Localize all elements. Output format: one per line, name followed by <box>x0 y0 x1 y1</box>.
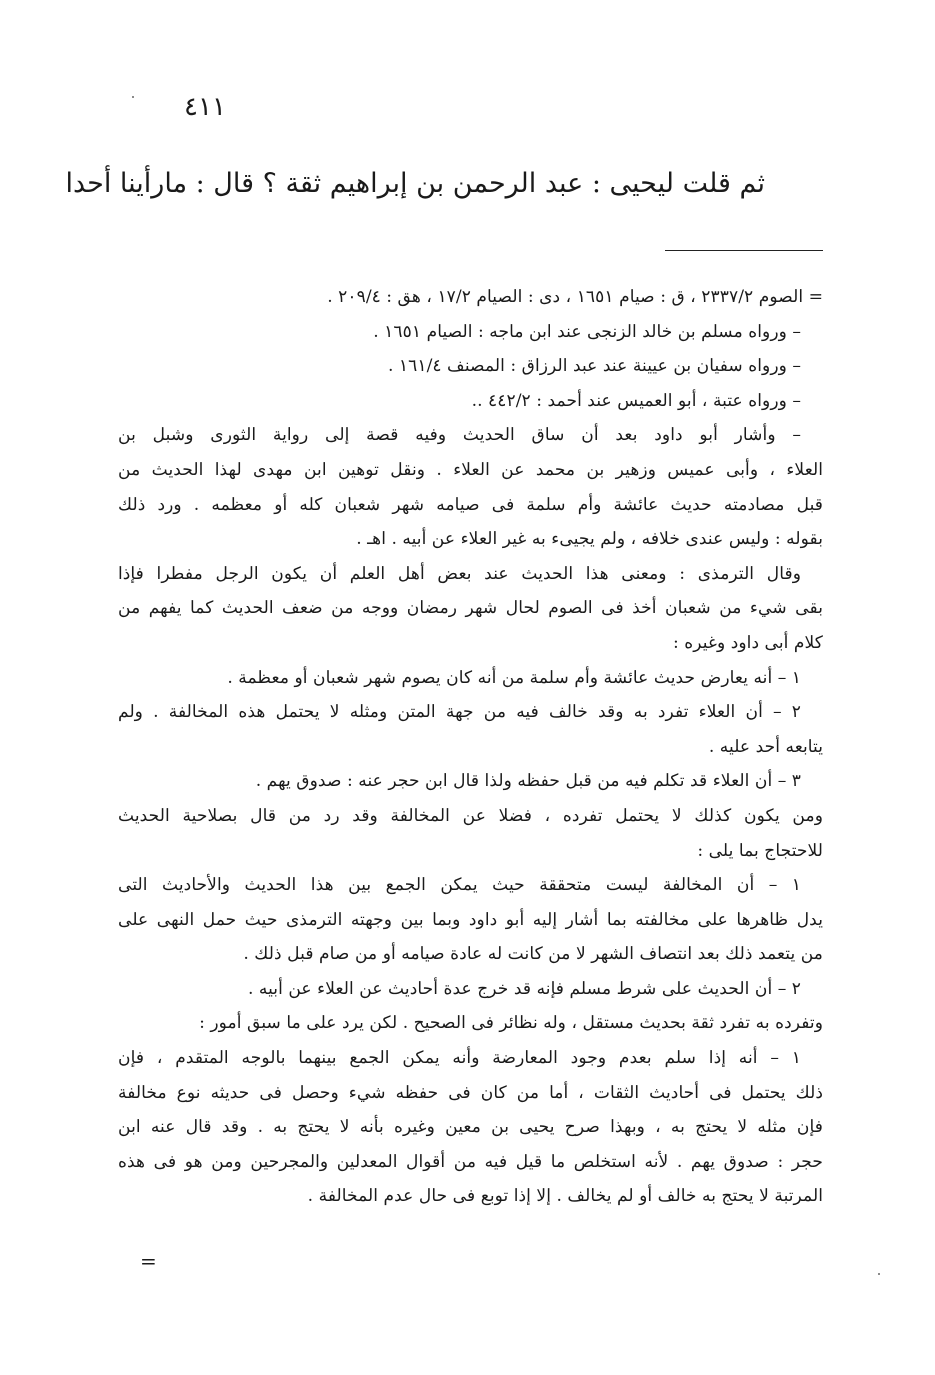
footnote-line: بقوله : وليس عندى خلافه ، ولم يجيىء به غير العلاء عن أبيه . اهـ . <box>356 529 823 550</box>
footnote-line: ١ – أنه يعارض حديث عائشة وأم سلمة من أنه كان يصوم شهر شعبان أو معظمة . <box>227 667 801 688</box>
footnote-line: حجر : صدوق يهم . لأنه استخلص ما قيل فيه من أقوال المعدلين والمجرحين ومن هو فى هذه <box>118 1151 823 1172</box>
footnote-line: – وأشار أبو داود بعد أن ساق الحديث وفيه قصة إلى رواية الثورى وشبل بن <box>118 425 801 446</box>
footnote-line: ٢ – أن العلاء تفرد به وقد خالف فيه من جهة المتن ومثله لا يحتمل هذه المخالفة . ولم <box>118 702 801 723</box>
continuation-mark: = <box>140 1249 157 1273</box>
footnote-line: من يتعمد ذلك بعد انتصاف الشهر لا من كانت له عادة صيامه أو من صام قبل ذلك . <box>243 944 823 965</box>
footnote-line: = الصوم ٢٣٣٧/٢ ، ق : صيام ١٦٥١ ، دى : الصيام ١٧/٢ ، هق : ٢٠٩/٤ . <box>327 287 823 307</box>
scan-speck <box>878 1273 880 1275</box>
footnote-separator <box>665 250 823 251</box>
page-number: ٤١١ <box>184 92 226 122</box>
footnote-line: يدل ظاهرها على مخالفته بما أشار إليه أبو داود وبما بين وجهته الترمذى حيث حمل النهى على <box>118 909 823 930</box>
footnote-line: ٣ – أن العلاء قد تكلم فيه من قبل حفظه ولذا قال ابن حجر عنه : صدوق يهم . <box>255 771 801 792</box>
footnote-line: المرتبة لا يحتج به خالف أو لم يخالف . إلا إذا توبع فى حال عدم المخالفة . <box>307 1186 823 1207</box>
footnote-line: قبل مصادمته حديث عائشة وأم سلمة فى صيامه شهر شعبان كله أو معظمه . ورد ذلك <box>118 494 823 515</box>
footnote-line: يتابعه أحد عليه . <box>708 736 823 757</box>
footnote-line: فإن مثله لا يحتج به ، وبهذا صرح يحيى بن معين وغيره بأنه لا يحتج به . وقد قال عنه ابن <box>118 1117 823 1138</box>
footnote-line: – ورواه مسلم بن خالد الزنجى عند ابن ماجه : الصيام ١٦٥١ . <box>373 321 801 342</box>
footnote-line: – ورواه سفيان بن عيينة عند عبد الرزاق : المصنف ١٦١/٤ . <box>387 356 801 377</box>
footnote-line: ١ – أن المخالفة ليست متحققة حيث يمكن الجمع بين هذا الحديث والأحاديث التى <box>118 875 801 896</box>
footnote-line: للاحتجاج بما يلى : <box>697 840 823 861</box>
footnote-line: وقال الترمذى : ومعنى هذا الحديث عند بعض أهل العلم أن يكون الرجل مفطرا فإذا <box>118 563 801 584</box>
footnote-line: ومن يكون كذلك لا يحتمل تفرده ، فضلا عن المخالفة وقد رد من قال بصلاحية الحديث <box>118 805 823 826</box>
footnote-line: كلام أبى داود وغيره : <box>673 632 823 653</box>
footnote-line: ١ – أنه إذا سلم بعدم وجود المعارضة وأنه يمكن الجمع بينهما بالوجه المتقدم ، فإن <box>118 1048 801 1069</box>
footnote-line: بقى شيء من شعبان أخذ فى الصوم لحال شهر رمضان ووجه من ضعف الحديث كما يفهم من <box>118 598 823 619</box>
footnote-line: ذلك يحتمل فى أحاديث الثقات ، أما من كان فى حفظه شيء وحصل فى حديثه نوع مخالفة <box>118 1082 823 1103</box>
footnotes-block <box>118 280 823 1214</box>
footnote-line: – ورواه عتبة ، أبو العميس عند أحمد : ٤٤٢/٢ .. <box>471 390 801 411</box>
footnote-line: العلاء ، وأبى عميس وزهير بن محمد عن العلاء . ونقل توهين ابن مهدى لهذا الحديث من <box>118 459 823 480</box>
scan-speck <box>132 96 134 98</box>
footnote-line: ٢ – أن الحديث على شرط مسلم فإنه قد خرج عدة أحاديث عن العلاء عن أبيه . <box>247 978 801 999</box>
main-text-line: ثم قلت ليحيى : عبد الرحمن بن إبراهيم ثقة ؟ قال : مارأينا أحدا <box>65 168 765 199</box>
footnote-line: وتفرده به تفرد ثقة بحديث مستقل ، وله نظائر فى الصحيح . لكن يرد على ما سبق أمور : <box>199 1013 823 1034</box>
